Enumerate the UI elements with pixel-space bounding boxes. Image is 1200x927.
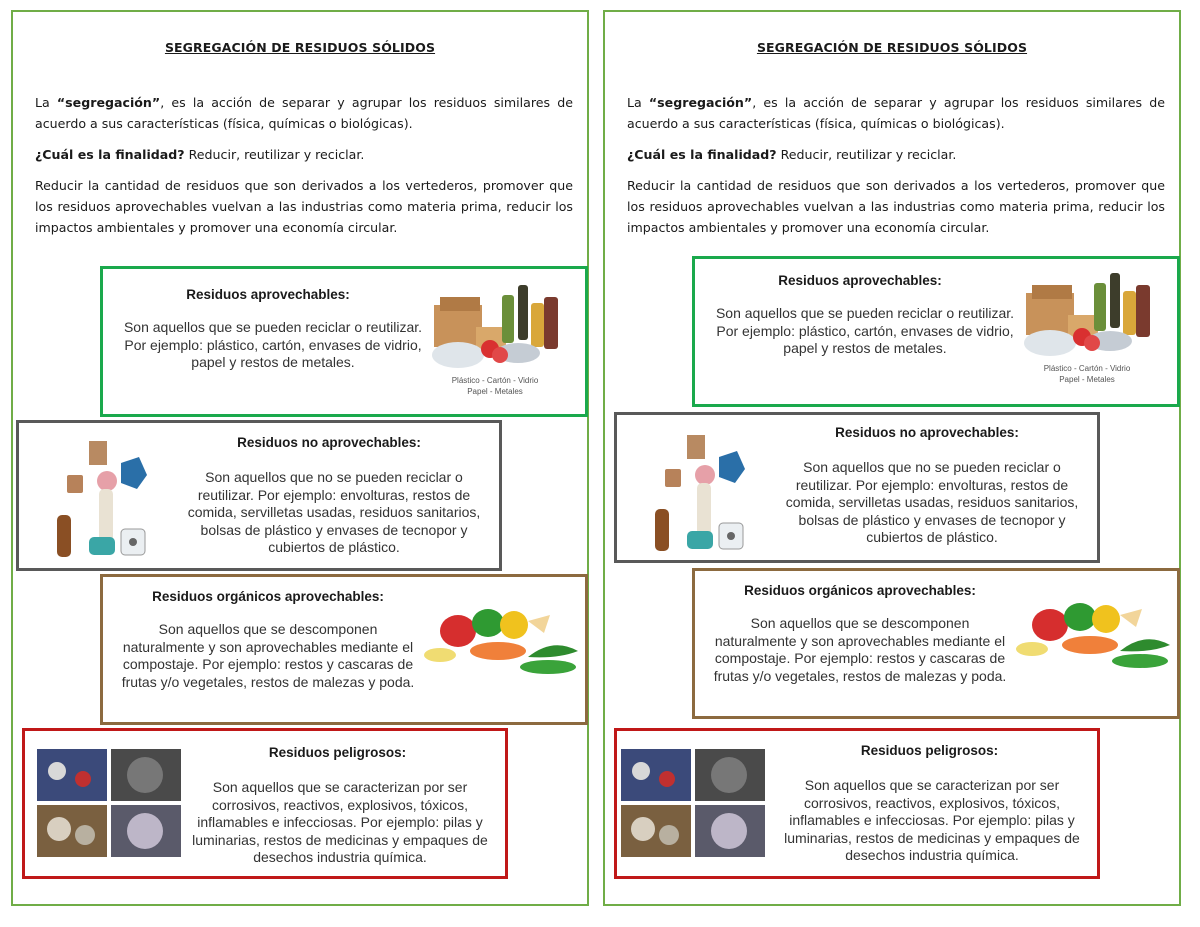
- left-leaflet-panel: [11, 10, 589, 906]
- box-residuos-peligrosos: [614, 728, 1100, 879]
- hazardous-waste-image: [37, 749, 182, 859]
- document-title: SEGREGACIÓN DE RESIDUOS SÓLIDOS: [756, 40, 1028, 55]
- organic-waste-image: [418, 601, 583, 693]
- box-residuos-aprovechables: [100, 266, 588, 417]
- hazardous-waste-image: [621, 749, 766, 859]
- box-description: Son aquellos que no se pueden reciclar o reutilizar. Por ejemplo: envolturas, restos de comida, servilletas usadas, residuos sanitarios, bolsas de plástico y envases de tecnopor y cubiertos de plástico.: [785, 459, 1079, 545]
- box-residuos-organicos: [692, 568, 1180, 719]
- image-caption-line1: Plástico - Cartón - Vidrio: [1043, 364, 1131, 373]
- definition-term: “segregación”: [56, 95, 161, 110]
- recyclables-image: [428, 277, 563, 405]
- box-description: Son aquellos que no se pueden reciclar o reutilizar. Por ejemplo: envolturas, restos de comida, servilletas usadas, residuos sanitarios, bolsas de plástico y envases de tecnopor y cubiertos de plástico.: [187, 469, 481, 555]
- image-caption-line2: Papel - Metales: [467, 387, 523, 396]
- box-description: Son aquellos que se pueden reciclar o reutilizar. Por ejemplo: plástico, cartón, envases de vidrio, papel y restos de metales.: [715, 305, 1015, 356]
- image-caption-line1: Plástico - Cartón - Vidrio: [451, 376, 539, 385]
- intro-text: [627, 92, 1165, 248]
- box-description: Son aquellos que se pueden reciclar o reutilizar. Por ejemplo: plástico, cartón, envases de vidrio, papel y restos de metales.: [123, 319, 423, 370]
- box-description: Son aquellos que se descomponen naturalmente y son aprovechables mediante el compostaje. Por ejemplo: restos y cascaras de frutas y/o vegetales, restos de malezas y poda.: [121, 621, 415, 690]
- box-description: Son aquellos que se caracterizan por ser corrosivos, reactivos, explosivos, tóxicos, inflamables e infecciosas. Por ejemplo: pilas y luminarias, restos de medicinas y empaques de desechos industria química.: [192, 779, 488, 865]
- box-title: Residuos peligrosos:: [860, 743, 999, 758]
- box-title: Residuos orgánicos aprovechables:: [744, 583, 976, 598]
- recyclables-image: [1020, 265, 1155, 393]
- box-title: Residuos aprovechables:: [778, 273, 942, 288]
- box-title: Residuos no aprovechables:: [835, 425, 1019, 440]
- box-title: Residuos orgánicos aprovechables:: [152, 589, 384, 604]
- purpose-paragraph: Reducir la cantidad de residuos que son derivados a los vertederos, promover que los residuos aprovechables vuelvan a las industrias como materia prima, reducir los impactos ambientales y promover una economía circular.: [627, 178, 1165, 235]
- non-recyclables-image: [647, 427, 757, 555]
- box-residuos-no-aprovechables: [614, 412, 1100, 563]
- box-residuos-aprovechables: [692, 256, 1180, 407]
- image-caption-line2: Papel - Metales: [1059, 375, 1115, 384]
- box-residuos-peligrosos: [22, 728, 508, 879]
- organic-waste-image: [1010, 595, 1175, 687]
- definition-term: “segregación”: [648, 95, 753, 110]
- box-title: Residuos peligrosos:: [268, 745, 407, 760]
- box-title: Residuos aprovechables:: [186, 287, 350, 302]
- box-residuos-no-aprovechables: [16, 420, 502, 571]
- intro-text: [35, 92, 573, 248]
- purpose-paragraph: Reducir la cantidad de residuos que son derivados a los vertederos, promover que los residuos aprovechables vuelvan a las industrias como materia prima, reducir los impactos ambientales y promover una economía circular.: [35, 178, 573, 235]
- document-title: SEGREGACIÓN DE RESIDUOS SÓLIDOS: [164, 40, 436, 55]
- purpose-question: ¿Cuál es la finalidad? Reducir, reutilizar y reciclar.: [627, 147, 957, 162]
- definition-paragraph: La “segregación”, es la acción de separar y agrupar los residuos similares de acuerdo a sus características (física, químicas o biológicas).: [627, 95, 1165, 131]
- box-description: Son aquellos que se descomponen naturalmente y son aprovechables mediante el compostaje. Por ejemplo: restos y cascaras de frutas y/o vegetales, restos de malezas y poda.: [713, 615, 1007, 684]
- non-recyclables-image: [49, 433, 159, 561]
- box-title: Residuos no aprovechables:: [237, 435, 421, 450]
- right-leaflet-panel: [603, 10, 1181, 906]
- box-description: Son aquellos que se caracterizan por ser corrosivos, reactivos, explosivos, tóxicos, inflamables e infecciosas. Por ejemplo: pilas y luminarias, restos de medicinas y empaques de desechos industria química.: [784, 777, 1080, 863]
- purpose-question: ¿Cuál es la finalidad? Reducir, reutilizar y reciclar.: [35, 147, 365, 162]
- box-residuos-organicos: [100, 574, 588, 725]
- definition-paragraph: La “segregación”, es la acción de separar y agrupar los residuos similares de acuerdo a sus características (física, químicas o biológicas).: [35, 95, 573, 131]
